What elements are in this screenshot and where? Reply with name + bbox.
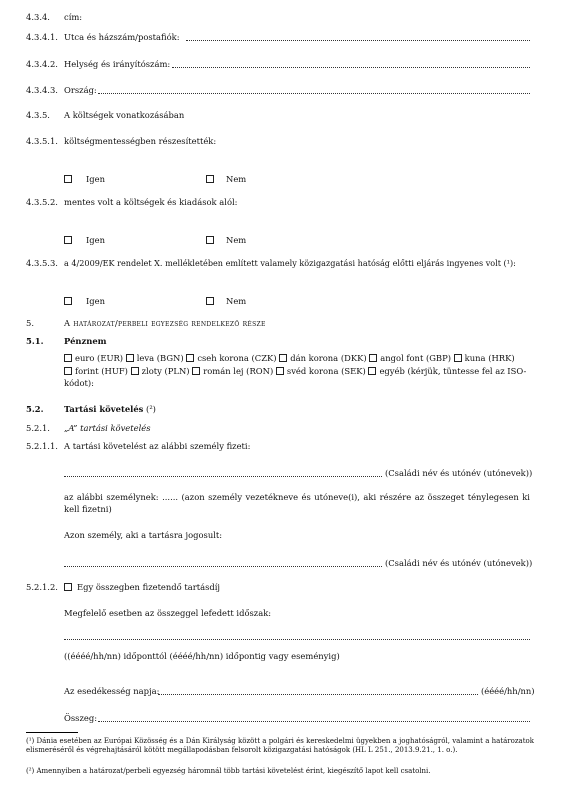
section-number: 4.3.5. xyxy=(26,110,50,120)
no-label: Nem xyxy=(226,174,247,184)
currency-option[interactable]: euro (EUR) xyxy=(64,353,123,363)
section-number: 4.3.5.2. xyxy=(26,197,58,207)
cost-exempt-yes-checkbox[interactable] xyxy=(64,236,72,244)
no-label: Nem xyxy=(226,296,247,306)
yes-label: Igen xyxy=(86,235,106,245)
currency-row-2 xyxy=(64,366,526,376)
section-title: A költségek vonatkozásában xyxy=(64,110,185,120)
maintenance-title: Tartási követelés xyxy=(64,404,144,414)
checkbox-icon[interactable] xyxy=(368,367,376,375)
section-number: 4.3.5.1. xyxy=(26,136,58,146)
period-label: Megfelelő esetben az összeggel lefedett időszak: xyxy=(64,608,272,618)
yes-label: Igen xyxy=(86,174,106,184)
currency-option[interactable]: angol font (GBP) xyxy=(369,353,451,363)
amount-label: Összeg: xyxy=(64,713,98,723)
checkbox-icon[interactable] xyxy=(276,367,284,375)
section-number: 5.2. xyxy=(26,404,44,414)
due-date-hint: (éééé/hh/nn) xyxy=(481,686,535,696)
currency-row-1 xyxy=(64,353,515,363)
section-number: 4.3.4.2. xyxy=(26,59,58,69)
section-number: 4.3.4. xyxy=(26,12,50,22)
family-name-hint: (Családi név és utónév (utónevek)) xyxy=(385,558,533,568)
legal-aid-label: költségmentességben részesítették: xyxy=(64,136,217,146)
payer-label: A tartási követelést az alábbi személy fizeti: xyxy=(64,441,251,451)
free-procedure-yes-checkbox[interactable] xyxy=(64,297,72,305)
claim-a-title: „A” tartási követelés xyxy=(64,423,151,433)
currency-title: Pénznem xyxy=(64,336,107,346)
lump-sum-label: Egy összegben fizetendő tartásdíj xyxy=(77,582,221,592)
checkbox-icon[interactable] xyxy=(64,354,72,362)
checkbox-icon[interactable] xyxy=(279,354,287,362)
footnote-ref: (²) xyxy=(143,404,156,414)
checkbox-icon[interactable] xyxy=(369,354,377,362)
checkbox-icon[interactable] xyxy=(186,354,194,362)
yes-label: Igen xyxy=(86,296,106,306)
family-name-hint: (Családi név és utónév (utónevek)) xyxy=(385,468,533,478)
currency-option[interactable]: leva (BGN) xyxy=(126,353,184,363)
city-label: Helység és irányítószám: xyxy=(64,59,171,69)
currency-iso-code: kódot): xyxy=(64,378,94,388)
due-date-label: Az esedékesség napja: xyxy=(64,686,160,696)
entitled-label: Azon személy, aki a tartásra jogosult: xyxy=(64,530,223,540)
free-procedure-label: a 4/2009/EK rendelet X. mellékletében említett valamely közigazgatási hatóság előtti eljárás ingyenes volt (¹): xyxy=(64,258,516,268)
legal-aid-no-checkbox[interactable] xyxy=(206,175,214,183)
currency-option[interactable]: egyéb (kérjük, tüntesse fel az ISO- xyxy=(368,366,526,376)
checkbox-icon[interactable] xyxy=(454,354,462,362)
section-number: 5.1. xyxy=(26,336,44,346)
period-field[interactable] xyxy=(64,639,530,640)
free-procedure-no-checkbox[interactable] xyxy=(206,297,214,305)
currency-option[interactable]: cseh korona (CZK) xyxy=(186,353,276,363)
section-number: 5. xyxy=(26,318,34,328)
section-number: 4.3.4.3. xyxy=(26,85,58,95)
checkbox-icon[interactable] xyxy=(192,367,200,375)
lump-sum-checkbox[interactable] xyxy=(64,583,72,591)
period-hint: ((éééé/hh/nn) időponttól (éééé/hh/nn) időpontig vagy eseményig) xyxy=(64,651,340,661)
amount-field[interactable] xyxy=(98,721,530,722)
section-number: 4.3.4.1. xyxy=(26,32,58,42)
legal-aid-yes-checkbox[interactable] xyxy=(64,175,72,183)
section-number: 5.2.1.1. xyxy=(26,441,58,451)
checkbox-icon[interactable] xyxy=(131,367,139,375)
due-date-field[interactable] xyxy=(158,694,478,695)
country-label: Ország: xyxy=(64,85,97,95)
section-number: 4.3.5.3. xyxy=(26,258,58,268)
currency-option[interactable]: svéd korona (SEK) xyxy=(276,366,366,376)
currency-option[interactable]: kuna (HRK) xyxy=(454,353,515,363)
footnote-divider xyxy=(26,732,78,733)
section-title: cím: xyxy=(64,12,83,22)
section-number: 5.2.1.2. xyxy=(26,582,58,592)
currency-option[interactable]: forint (HUF) xyxy=(64,366,128,376)
currency-option[interactable]: román lej (RON) xyxy=(192,366,273,376)
checkbox-icon[interactable] xyxy=(64,367,72,375)
city-field[interactable] xyxy=(172,67,530,68)
street-field[interactable] xyxy=(186,40,530,41)
currency-option[interactable]: dán korona (DKK) xyxy=(279,353,366,363)
checkbox-icon[interactable] xyxy=(126,354,134,362)
entitled-name-field[interactable] xyxy=(64,566,382,567)
no-label: Nem xyxy=(226,235,247,245)
street-label: Utca és házszám/postafiók: xyxy=(64,32,180,42)
beneficiary-text: az alábbi személynek: ...... (azon személy vezetékneve és utóneve(i), aki részére az összeget ténylegesen ki kell fizetni) xyxy=(64,492,530,514)
footnote-2: (²) Amennyiben a határozat/perbeli egyezség háromnál több tartási követelést érint, kiegészítő lapot kell csatolni. xyxy=(26,767,431,775)
payer-name-field[interactable] xyxy=(64,476,382,477)
country-field[interactable] xyxy=(98,93,530,94)
cost-exempt-no-checkbox[interactable] xyxy=(206,236,214,244)
section-number: 5.2.1. xyxy=(26,423,50,433)
cost-exempt-label: mentes volt a költségek és kiadások alól: xyxy=(64,197,238,207)
currency-option[interactable]: zloty (PLN) xyxy=(131,366,190,376)
footnote-1: (¹) Dánia esetében az Európai Közösség és a Dán Királyság között a polgári és kereskedelmi ügyekben a joghatóságról, valamint a határozatok elismeréséről és végrehajtásáról kötött megállapodásban felsorolt közigazgatási hatóságok (HL L 251., 2013.9.21., 1. o.). xyxy=(26,737,534,754)
section-title: A határozat/perbeli egyezség rendelkező része xyxy=(64,318,266,328)
